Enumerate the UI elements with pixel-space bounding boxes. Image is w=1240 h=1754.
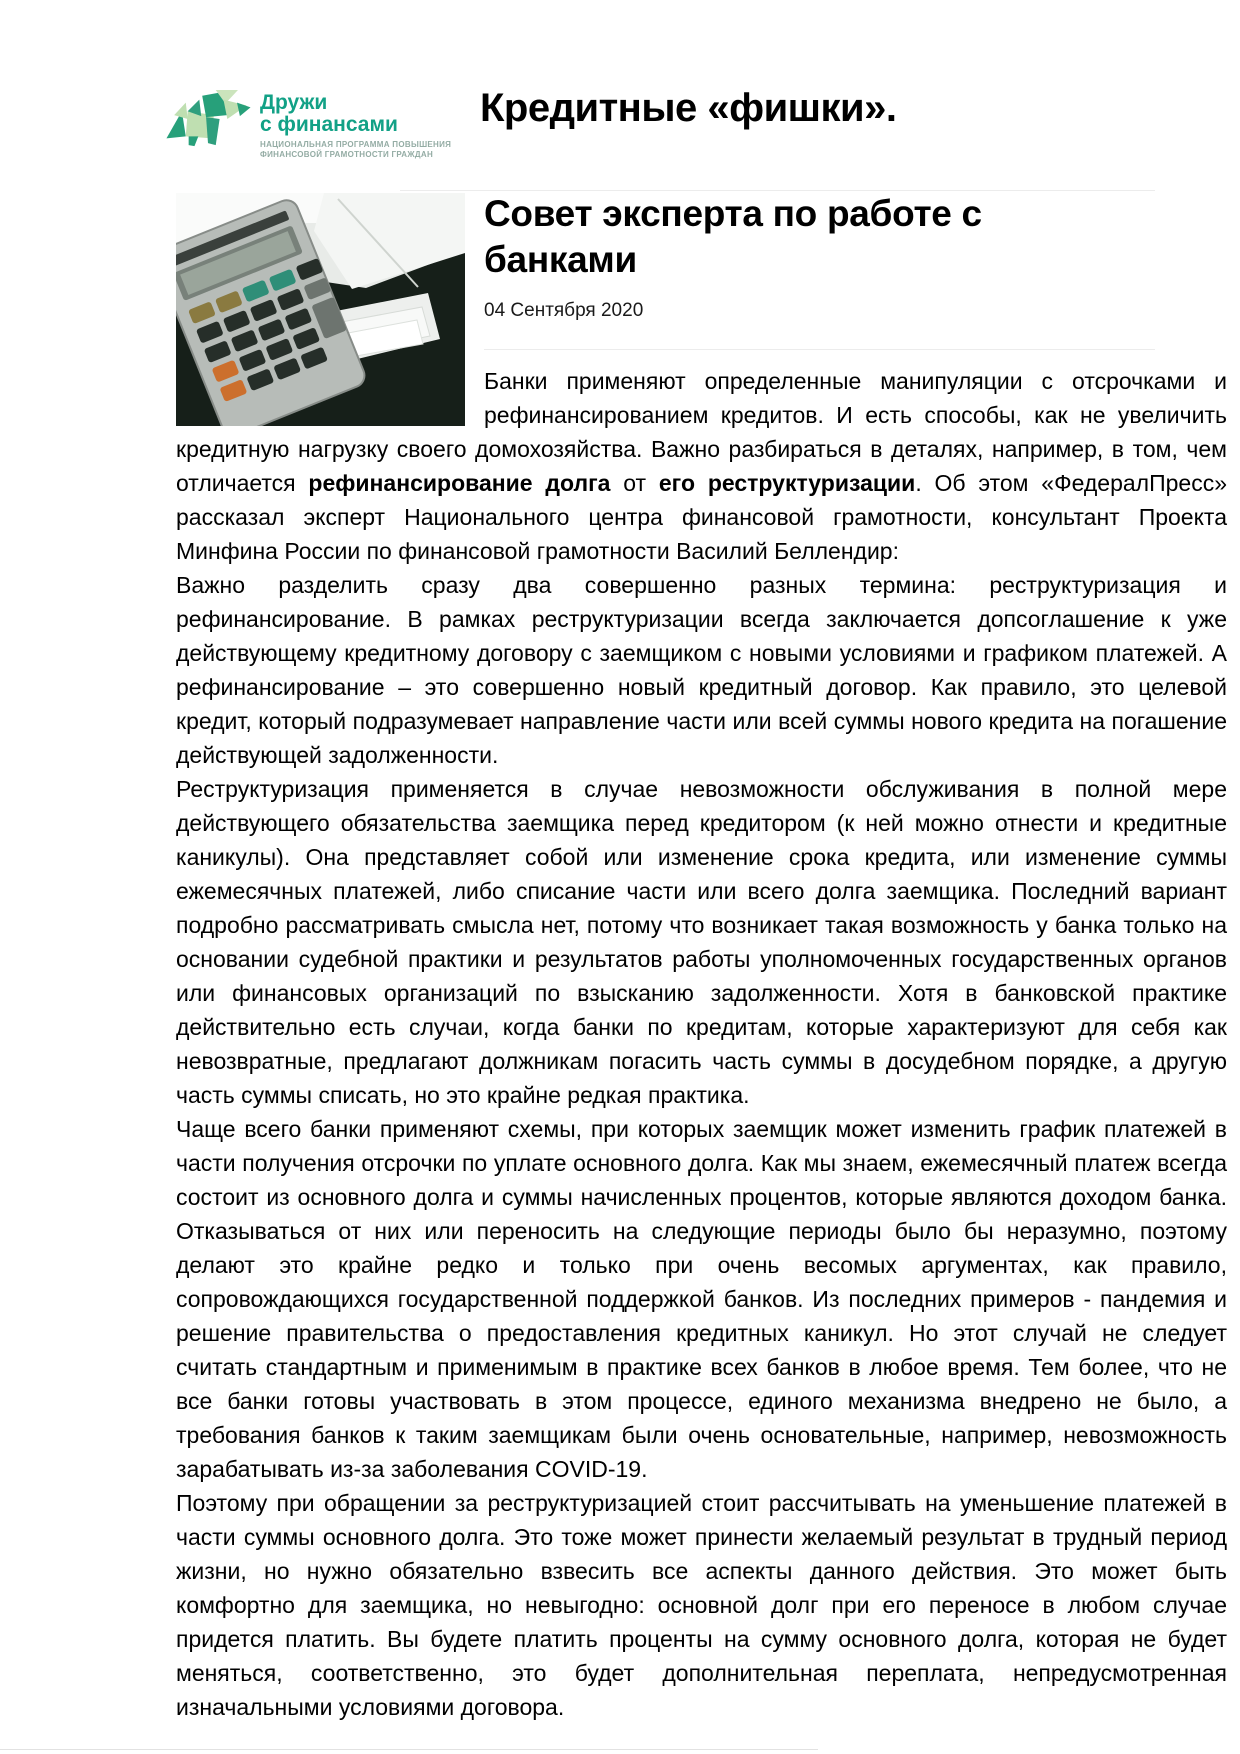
logo-brand-text — [260, 92, 451, 136]
article-body — [176, 364, 1227, 1724]
paragraph: Реструктуризация применяется в случае невозможности обслуживания в полной мере действующего обязательства заемщика перед кредитором (к ней можно отнести и кредитные каникулы). Она представляет собой или изменение срока кредита, или изменение суммы ежемесячных платежей, либо списание части или всего долга заемщика. Последний вариант подробно рассматривать смысла нет, потому что возникает такая возможность у банка только на основании судебной практики и результатов работы уполномоченных государственных органов или финансовых организаций по взысканию задолженности. Хотя в банковской практике действительно есть случаи, когда банки по кредитам, которые характеризуют для себя как невозвратные, предлагают должникам погасить часть суммы в досудебном порядке, а другую часть суммы списать, но это крайне редкая практика. — [176, 776, 1227, 1108]
page-title: Кредитные «фишки». — [480, 86, 897, 130]
origami-dog-icon — [165, 90, 251, 148]
calculator-and-documents-photo — [176, 193, 465, 426]
logo-tagline-line1: НАЦИОНАЛЬНАЯ ПРОГРАММА ПОВЫШЕНИЯ — [260, 140, 452, 149]
article-content — [176, 191, 1227, 1724]
article-head-column — [484, 191, 1227, 350]
logo — [165, 90, 480, 160]
logo-tagline — [260, 140, 451, 160]
logo-text — [260, 90, 451, 160]
page-bottom-divider — [0, 1749, 818, 1750]
article-subtitle: Совет эксперта по работе с банками — [484, 193, 982, 280]
article-date: 04 Сентября 2020 — [484, 300, 644, 321]
page-header — [0, 0, 1240, 190]
date-divider — [484, 349, 1155, 350]
paragraph: Поэтому при обращении за реструктуризацией стоит рассчитывать на уменьшение платежей в части суммы основного долга. Это тоже может принести желаемый результат в трудный период жизни, но нужно обязательно взвесить все аспекты данного действия. Это может быть комфортно для заемщика, но невыгодно: основной долг при его переносе в любом случае придется платить. Вы будете платить проценты на сумму основного долга, которая не будет меняться, соответственно, это будет дополнительная переплата, непредусмотренная изначальными условиями договора. — [176, 1490, 1227, 1720]
logo-brand-line1: Дружи — [260, 91, 328, 114]
paragraph: Банки применяют определенные манипуляции с отсрочками и рефинансированием кредитов. И есть способы, как не увеличить кредитную нагрузку своего домохозяйства. Важно разбираться в деталях, например, в том, чем отличается рефинансирование долга от его реструктуризации. Об этом «ФедералПресс» рассказал эксперт Национального центра финансовой грамотности, консультант Проекта Минфина России по финансовой грамотности Василий Беллендир: — [176, 368, 1227, 564]
paragraph: Важно разделить сразу два совершенно разных термина: реструктуризация и рефинансирование. В рамках реструктуризации всегда заключается допсоглашение к уже действующему кредитному договору с заемщиком с новыми условиями и графиком платежей. А рефинансирование – это совершенно новый кредитный договор. Как правило, это целевой кредит, который подразумевает направление части или всей суммы нового кредита на погашение действующей задолженности. — [176, 572, 1227, 768]
logo-brand-line2: с финансами — [260, 113, 398, 136]
logo-tagline-line2: ФИНАНСОВОЙ ГРАМОТНОСТИ ГРАЖДАН — [260, 150, 434, 159]
paragraph: Чаще всего банки применяют схемы, при которых заемщик может изменить график платежей в части получения отсрочки по уплате основного долга. Как мы знаем, ежемесячный платеж всегда состоит из основного долга и суммы начисленных процентов, которые являются доходом банка. Отказываться от них или переносить на следующие периоды было бы неразумно, поэтому делают это крайне редко и только при очень весомых аргументах, как правило, сопровождающихся государственной поддержкой банков. Из последних примеров - пандемия и решение правительства о предоставления кредитных каникул. Но этот случай не следует считать стандартным и применимым в практике всех банков в любое время. Тем более, что не все банки готовы участвовать в этом процессе, единого механизма внедрено не было, а требования банков к таким заемщикам были очень основательные, например, невозможность зарабатывать из-за заболевания COVID-19. — [176, 1116, 1227, 1482]
